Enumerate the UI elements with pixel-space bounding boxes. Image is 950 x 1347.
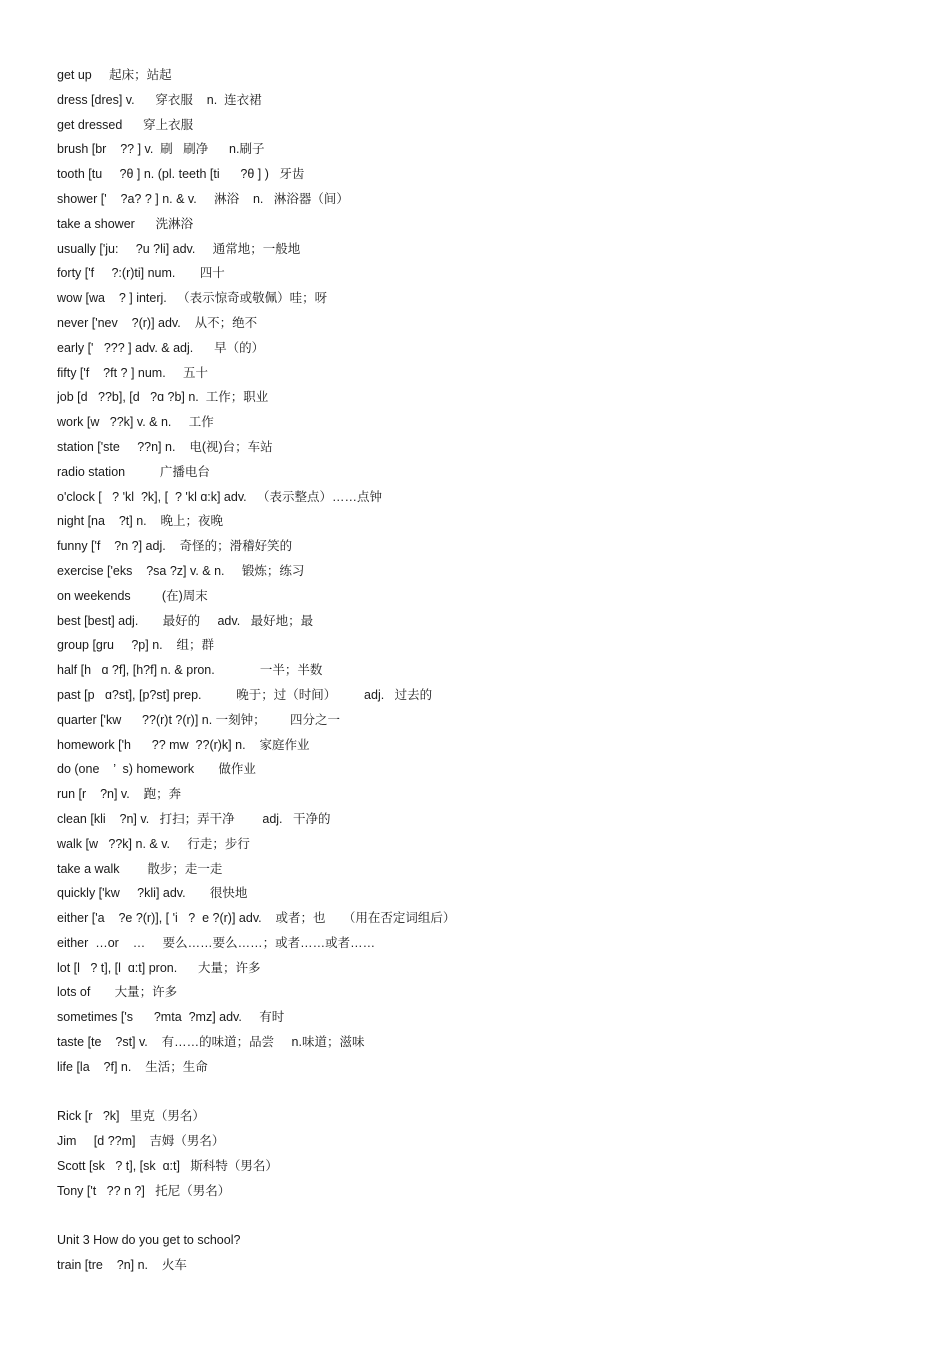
vocab-entry: do (one ’ s) homework 做作业: [57, 762, 256, 777]
vocab-entry: get dressed 穿上衣服: [57, 117, 194, 132]
vocab-entry: either ['a ?e ?(r)], [ 'i ? e ?(r)] adv. 或者；也 （用在否定词组后）: [57, 911, 456, 926]
vocab-entry: Tony ['t ?? n ?] 托尼（男名）: [57, 1183, 231, 1198]
vocab-entry: radio station 广播电台: [57, 464, 210, 479]
vocab-entry: life [la ?f] n. 生活；生命: [57, 1059, 208, 1074]
vocab-entry: quickly ['kw ?kli] adv. 很快地: [57, 886, 248, 901]
vocab-entry: train [tre ?n] n. 火车: [57, 1258, 187, 1273]
vocab-entry: fifty ['f ?ft ? ] num. 五十: [57, 365, 209, 380]
vocab-entry: station ['ste ??n] n. 电(视)台；车站: [57, 439, 273, 454]
vocab-entry: Scott [sk ? t], [sk ɑ:t] 斯科特（男名）: [57, 1159, 278, 1174]
vocab-entry: lot [l ? t], [l ɑ:t] pron. 大量；许多: [57, 960, 261, 975]
vocab-entry: take a walk 散步；走一走: [57, 861, 223, 876]
vocab-entry: wow [wa ? ] interj. （表示惊奇或敬佩）哇；呀: [57, 291, 328, 306]
vocab-entry: best [best] adj. 最好的 adv. 最好地；最: [57, 613, 314, 628]
vocab-entry: Unit 3 How do you get to school?: [57, 1233, 241, 1248]
section-gap: [57, 1204, 937, 1229]
vocab-entry: exercise ['eks ?sa ?z] v. & n. 锻炼；练习: [57, 563, 305, 578]
vocab-entry: taste [te ?st] v. 有……的味道；品尝 n.味道；滋味: [57, 1035, 365, 1050]
vocab-entry: group [gru ?p] n. 组；群: [57, 638, 215, 653]
vocab-entry: get up 起床；站起: [57, 68, 172, 82]
vocab-entry: early [' ??? ] adv. & adj. 早（的）: [57, 340, 265, 355]
vocab-entry: walk [w ??k] n. & v. 行走；步行: [57, 836, 250, 851]
vocab-entry: job [d ??b], [d ?ɑ ?b] n. 工作；职业: [57, 390, 269, 405]
vocab-entry: tooth [tu ?θ ] n. (pl. teeth [ti ?θ ] ) 牙齿: [57, 167, 305, 182]
vocab-entry: homework ['h ?? mw ??(r)k] n. 家庭作业: [57, 737, 310, 752]
vocab-entry: work [w ??k] v. & n. 工作: [57, 415, 214, 430]
vocab-entry: shower [' ?a? ? ] n. & v. 淋浴 n. 淋浴器（间）: [57, 191, 349, 206]
vocab-entry: half [h ɑ ?f], [h?f] n. & pron. 一半；半数: [57, 663, 323, 678]
vocab-entry: quarter ['kw ??(r)t ?(r)] n. 一刻钟； 四分之一: [57, 712, 340, 727]
vocab-entry: take a shower 洗淋浴: [57, 216, 194, 231]
vocab-entry: either …or … 要么……要么……；或者……或者……: [57, 935, 376, 950]
vocabulary-page: [57, 63, 937, 1278]
vocab-entry: night [na ?t] n. 晚上；夜晚: [57, 514, 224, 529]
vocab-entry: never ['nev ?(r)] adv. 从不；绝不: [57, 315, 258, 330]
vocab-entry: run [r ?n] v. 跑；奔: [57, 787, 182, 802]
vocab-entry: brush [br ?? ] v. 刷 刷净 n.刷子: [57, 142, 265, 157]
vocab-entry: sometimes ['s ?mta ?mz] adv. 有时: [57, 1010, 285, 1025]
vocab-entry: forty ['f ?:(r)ti] num. 四十: [57, 266, 225, 281]
vocab-entry: lots of 大量；许多: [57, 985, 178, 1000]
vocab-entry: on weekends (在)周末: [57, 588, 208, 603]
vocab-entry: clean [kli ?n] v. 打扫；弄干净 adj. 干净的: [57, 811, 331, 826]
vocab-entry: Jim [d ??m] 吉姆（男名）: [57, 1134, 225, 1149]
vocab-entry: Rick [r ?k] 里克（男名）: [57, 1109, 205, 1124]
section-gap: [57, 1080, 937, 1105]
vocab-entry: funny ['f ?n ?] adj. 奇怪的；滑稽好笑的: [57, 539, 293, 554]
vocab-entry: past [p ɑ?st], [p?st] prep. 晚于；过（时间） adj. 过去的: [57, 687, 433, 702]
vocab-entry: o'clock [ ? 'kl ?k], [ ? 'kl ɑ:k] adv. （表示整点）……点钟: [57, 489, 383, 504]
vocab-entry: usually ['ju: ?u ?li] adv. 通常地；一般地: [57, 241, 301, 256]
vocab-entry: dress [dres] v. 穿衣服 n. 连衣裙: [57, 92, 262, 107]
